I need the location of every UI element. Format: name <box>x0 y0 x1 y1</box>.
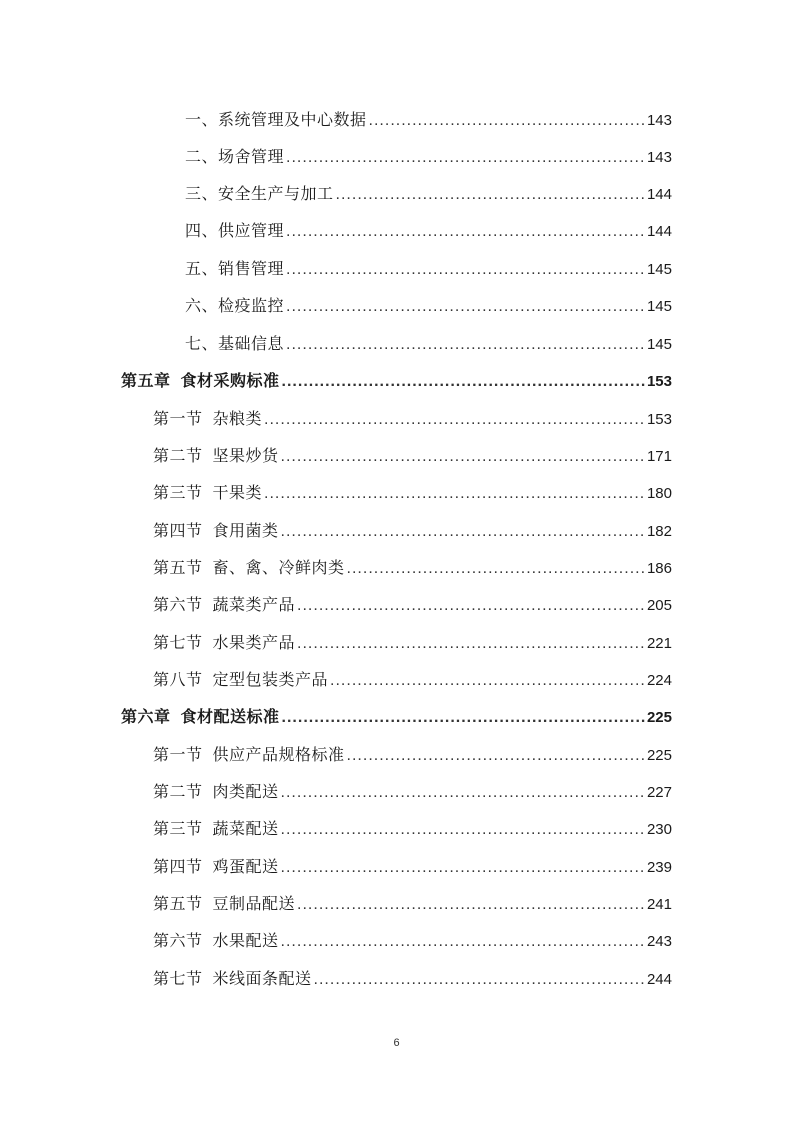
toc-entry-label: 第三节 蔬菜配送 <box>153 819 279 838</box>
toc-entry[interactable] <box>153 592 672 618</box>
toc-entry-page: 221 <box>646 635 672 652</box>
dot-leader <box>330 668 645 694</box>
toc-entry-label: 第七节 米线面条配送 <box>153 969 312 988</box>
toc-entry-page: 153 <box>646 373 672 390</box>
dot-leader <box>282 369 645 395</box>
toc-entry-label: 第六节 水果配送 <box>153 931 279 950</box>
dot-leader <box>264 407 645 433</box>
toc-entry-label: 六、检疫监控 <box>185 296 285 315</box>
toc-entry-page: 153 <box>646 411 672 428</box>
toc-entry-page: 239 <box>646 859 672 876</box>
toc-entry[interactable] <box>153 480 672 506</box>
toc-entry[interactable] <box>153 518 672 544</box>
dot-leader <box>347 743 645 769</box>
dot-leader <box>281 444 645 470</box>
toc-entry-label: 第五节 畜、禽、冷鲜肉类 <box>153 558 345 577</box>
dot-leader <box>281 855 645 881</box>
toc-entry-label: 第二节 肉类配送 <box>153 782 279 801</box>
dot-leader <box>286 294 645 320</box>
toc-chapter-entry[interactable] <box>121 704 672 730</box>
toc-entry-label: 第三节 干果类 <box>153 483 263 502</box>
toc-entry-page: 143 <box>646 149 672 166</box>
toc-entry-label: 一、系统管理及中心数据 <box>185 110 367 129</box>
dot-leader <box>297 631 645 657</box>
toc-entry-page: 225 <box>646 709 672 726</box>
toc-entry-label: 第六节 蔬菜类产品 <box>153 595 296 614</box>
toc-entry[interactable] <box>153 928 672 954</box>
toc-entry-page: 171 <box>646 448 672 465</box>
dot-leader <box>297 892 645 918</box>
toc-entry[interactable] <box>153 406 672 432</box>
toc-entry-label: 第一节 杂粮类 <box>153 409 263 428</box>
toc-entry-label: 第六章 食材配送标准 <box>121 707 280 726</box>
toc-entry-label: 第五节 豆制品配送 <box>153 894 296 913</box>
toc-entry-page: 244 <box>646 971 672 988</box>
dot-leader <box>336 182 645 208</box>
toc-entry[interactable] <box>185 256 672 282</box>
toc-entry-page: 144 <box>646 186 672 203</box>
toc-entry[interactable] <box>153 816 672 842</box>
dot-leader <box>347 556 645 582</box>
toc-entry-label: 四、供应管理 <box>185 221 285 240</box>
toc-entry-label: 第四节 鸡蛋配送 <box>153 857 279 876</box>
toc-entry-page: 144 <box>646 223 672 240</box>
toc-entry-page: 145 <box>646 298 672 315</box>
toc-entry[interactable] <box>153 443 672 469</box>
toc-entry[interactable] <box>153 742 672 768</box>
toc-entry-page: 225 <box>646 747 672 764</box>
dot-leader <box>314 967 645 993</box>
dot-leader <box>286 332 645 358</box>
toc-entry-page: 186 <box>646 560 672 577</box>
toc-entry-label: 第八节 定型包装类产品 <box>153 670 329 689</box>
toc-entry-label: 三、安全生产与加工 <box>185 184 334 203</box>
dot-leader <box>286 257 645 283</box>
dot-leader <box>281 780 645 806</box>
toc-entry[interactable] <box>185 218 672 244</box>
dot-leader <box>297 593 645 619</box>
dot-leader <box>286 219 645 245</box>
toc-entry-label: 第一节 供应产品规格标准 <box>153 745 345 764</box>
toc-entry[interactable] <box>153 555 672 581</box>
toc-entry[interactable] <box>185 293 672 319</box>
toc-entry-label: 五、销售管理 <box>185 259 285 278</box>
toc-entry[interactable] <box>153 966 672 992</box>
dot-leader <box>369 108 645 134</box>
dot-leader <box>281 817 645 843</box>
toc-entry[interactable] <box>185 331 672 357</box>
toc-entry-page: 145 <box>646 336 672 353</box>
toc-entry-label: 第四节 食用菌类 <box>153 521 279 540</box>
toc-entry[interactable] <box>153 630 672 656</box>
toc-entry-page: 182 <box>646 523 672 540</box>
dot-leader <box>282 705 645 731</box>
toc-entry[interactable] <box>185 107 672 133</box>
toc-entry-page: 143 <box>646 112 672 129</box>
toc-entry-label: 第二节 坚果炒货 <box>153 446 279 465</box>
toc-entry[interactable] <box>153 854 672 880</box>
dot-leader <box>286 145 645 171</box>
toc-entry[interactable] <box>153 891 672 917</box>
toc-entry-label: 二、场舍管理 <box>185 147 285 166</box>
toc-entry-page: 180 <box>646 485 672 502</box>
toc-chapter-entry[interactable] <box>121 368 672 394</box>
toc-entry[interactable] <box>185 144 672 170</box>
toc-entry-page: 145 <box>646 261 672 278</box>
page-number: 6 <box>393 1037 400 1049</box>
toc-entry-page: 224 <box>646 672 672 689</box>
toc-entry-page: 241 <box>646 896 672 913</box>
toc-entry-label: 第五章 食材采购标准 <box>121 371 280 390</box>
dot-leader <box>281 519 645 545</box>
toc-entry[interactable] <box>153 779 672 805</box>
toc-entry-page: 243 <box>646 933 672 950</box>
toc-entry-label: 第七节 水果类产品 <box>153 633 296 652</box>
toc-entry-page: 227 <box>646 784 672 801</box>
toc-entry[interactable] <box>185 181 672 207</box>
dot-leader <box>264 481 645 507</box>
toc-entry-page: 230 <box>646 821 672 838</box>
dot-leader <box>281 929 645 955</box>
toc-entry-page: 205 <box>646 597 672 614</box>
toc-entry[interactable] <box>153 667 672 693</box>
toc-entry-label: 七、基础信息 <box>185 334 285 353</box>
